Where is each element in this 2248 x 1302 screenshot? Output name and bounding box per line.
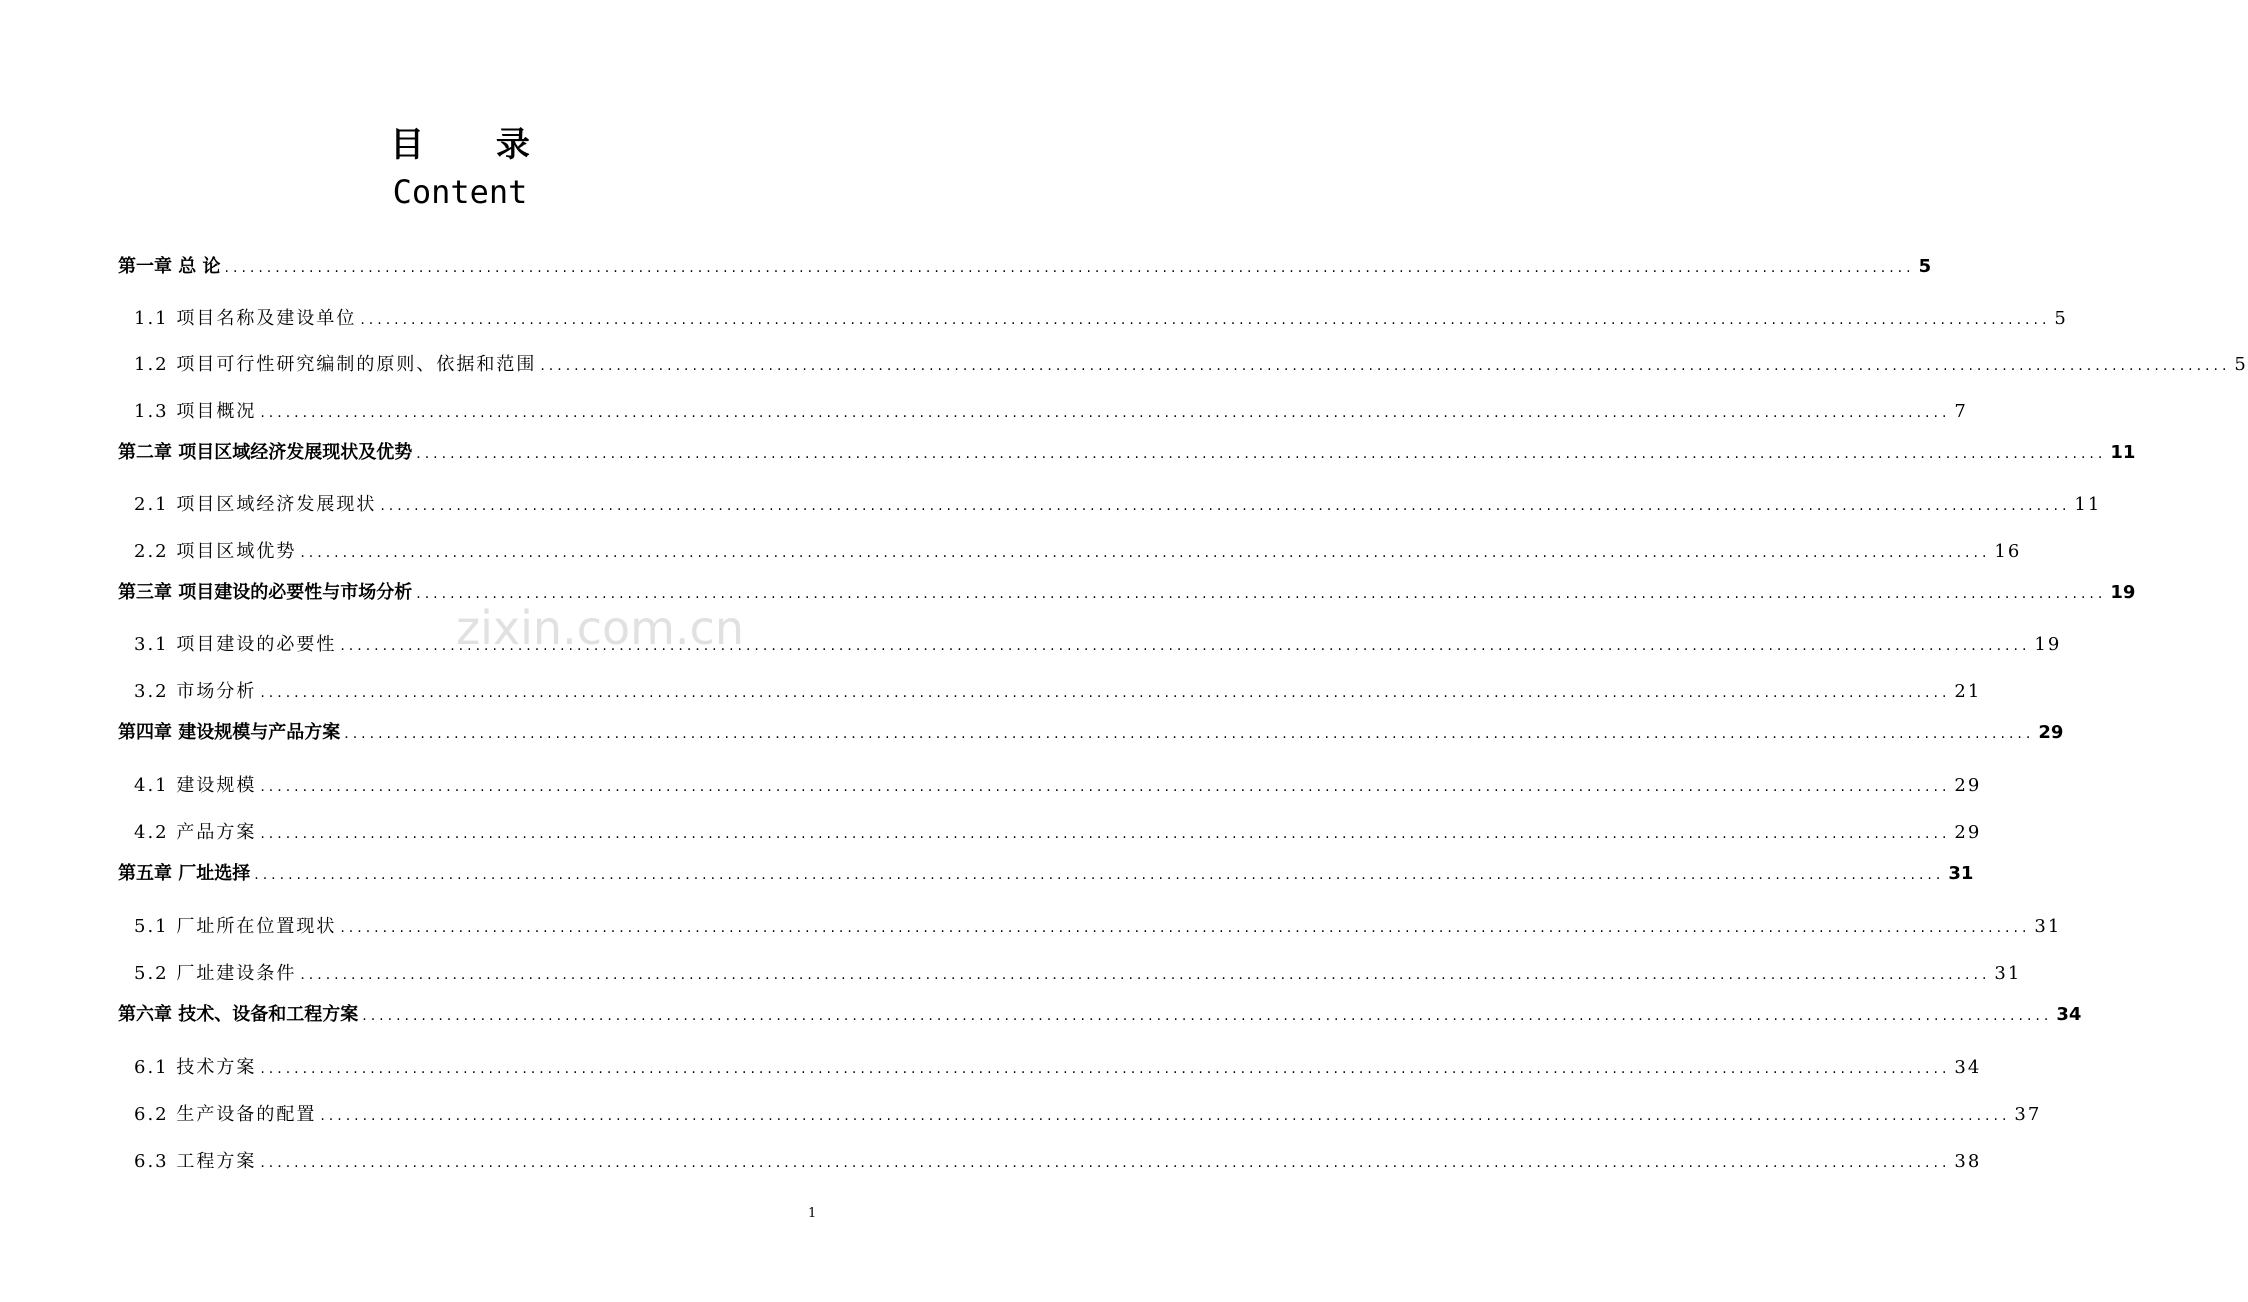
toc-entry-label: 第一章 总 论	[118, 256, 221, 277]
toc-leader-dots: ........................................................................................................................................................................................................	[260, 405, 1951, 421]
toc-entry-label: 第五章 厂址选择	[118, 863, 251, 884]
toc-entry-page: 5	[2054, 308, 2068, 329]
toc-leader-dots: ........................................................................................................................................................................................................	[300, 967, 1991, 983]
toc-leader-dots: ........................................................................................................................................................................................................	[340, 920, 2031, 936]
toc-entry-label: 第四章 建设规模与产品方案	[118, 722, 341, 743]
toc-section-entry[interactable]	[134, 350, 2248, 378]
toc-entry-label: 6.1 技术方案	[134, 1057, 257, 1078]
watermark: zixin.com.cn	[455, 601, 745, 655]
toc-leader-dots: ........................................................................................................................................................................................................	[260, 1155, 1951, 1171]
toc-entry-label: 3.2 市场分析	[134, 681, 257, 702]
toc-section-entry[interactable]	[134, 1053, 1982, 1081]
toc-chapter-entry[interactable]	[118, 252, 1932, 280]
toc-entry-page: 19	[2110, 582, 2136, 603]
toc-entry-label: 3.1 项目建设的必要性	[134, 634, 337, 655]
toc-entry-label: 1.2 项目可行性研究编制的原则、依据和范围	[134, 354, 537, 375]
toc-section-entry[interactable]	[134, 397, 1968, 425]
page-title: 目 录	[390, 125, 560, 165]
toc-entry-label: 第六章 技术、设备和工程方案	[118, 1004, 359, 1025]
toc-entry-label: 2.1 项目区域经济发展现状	[134, 494, 377, 515]
toc-section-entry[interactable]	[134, 1147, 1982, 1175]
toc-leader-dots: ........................................................................................................................................................................................................	[260, 1061, 1951, 1077]
toc-entry-label: 5.2 厂址建设条件	[134, 963, 297, 984]
toc-entry-label: 1.3 项目概况	[134, 401, 257, 422]
toc-leader-dots: ........................................................................................................................................................................................................	[260, 685, 1951, 701]
toc-entry-page: 34	[1954, 1057, 1982, 1078]
toc-leader-dots: ........................................................................................................................................................................................................	[260, 779, 1951, 795]
toc-section-entry[interactable]	[134, 537, 2022, 565]
toc-entry-page: 34	[2056, 1004, 2082, 1025]
toc-entry-label: 6.2 生产设备的配置	[134, 1104, 317, 1125]
toc-section-entry[interactable]	[134, 677, 1982, 705]
toc-entry-page: 31	[1994, 963, 2022, 984]
toc-section-entry[interactable]	[134, 771, 1982, 799]
toc-chapter-entry[interactable]	[118, 578, 2136, 606]
toc-entry-page: 5	[2234, 354, 2248, 375]
toc-leader-dots: ........................................................................................................................................................................................................	[360, 312, 2051, 328]
toc-entry-page: 29	[2038, 722, 2064, 743]
toc-leader-dots: ........................................................................................................................................................................................................	[344, 726, 2035, 742]
toc-entry-page: 31	[1948, 863, 1974, 884]
toc-entry-page: 29	[1954, 775, 1982, 796]
toc-section-entry[interactable]	[134, 959, 2022, 987]
toc-section-entry[interactable]	[134, 630, 2062, 658]
toc-entry-label: 第三章 项目建设的必要性与市场分析	[118, 582, 413, 603]
toc-entry-label: 4.1 建设规模	[134, 775, 257, 796]
toc-section-entry[interactable]	[134, 912, 2062, 940]
toc-chapter-entry[interactable]	[118, 1000, 2082, 1028]
toc-entry-page: 29	[1954, 822, 1982, 843]
toc-leader-dots: ........................................................................................................................................................................................................	[260, 826, 1951, 842]
toc-entry-label: 第二章 项目区域经济发展现状及优势	[118, 442, 413, 463]
toc-chapter-entry[interactable]	[118, 438, 2136, 466]
toc-section-entry[interactable]	[134, 1100, 2042, 1128]
toc-entry-label: 5.1 厂址所在位置现状	[134, 916, 337, 937]
toc-entry-page: 5	[1918, 256, 1932, 277]
toc-chapter-entry[interactable]	[118, 859, 1974, 887]
toc-entry-page: 7	[1954, 401, 1968, 422]
toc-entry-page: 31	[2034, 916, 2062, 937]
toc-leader-dots: ........................................................................................................................................................................................................	[254, 867, 1945, 883]
toc-entry-label: 1.1 项目名称及建设单位	[134, 308, 357, 329]
toc-leader-dots: ........................................................................................................................................................................................................	[380, 498, 2071, 514]
toc-leader-dots: ........................................................................................................................................................................................................	[416, 586, 2107, 602]
toc-section-entry[interactable]	[134, 818, 1982, 846]
toc-leader-dots: ........................................................................................................................................................................................................	[540, 358, 2231, 374]
toc-leader-dots: ........................................................................................................................................................................................................	[224, 260, 1915, 276]
toc-section-entry[interactable]	[134, 304, 2068, 332]
toc-leader-dots: ........................................................................................................................................................................................................	[362, 1008, 2053, 1024]
toc-leader-dots: ........................................................................................................................................................................................................	[300, 545, 1991, 561]
toc-entry-label: 2.2 项目区域优势	[134, 541, 297, 562]
page-subtitle: Content	[392, 173, 528, 211]
toc-entry-label: 6.3 工程方案	[134, 1151, 257, 1172]
toc-leader-dots: ........................................................................................................................................................................................................	[340, 638, 2031, 654]
page-number: 1	[808, 1206, 817, 1221]
toc-entry-page: 21	[1954, 681, 1982, 702]
toc-section-entry[interactable]	[134, 490, 2102, 518]
toc-entry-page: 38	[1954, 1151, 1982, 1172]
toc-leader-dots: ........................................................................................................................................................................................................	[320, 1108, 2011, 1124]
toc-entry-label: 4.2 产品方案	[134, 822, 257, 843]
toc-entry-page: 37	[2014, 1104, 2042, 1125]
toc-leader-dots: ........................................................................................................................................................................................................	[416, 446, 2107, 462]
toc-entry-page: 16	[1994, 541, 2022, 562]
toc-entry-page: 11	[2110, 442, 2136, 463]
toc-entry-page: 11	[2074, 494, 2102, 515]
toc-chapter-entry[interactable]	[118, 718, 2064, 746]
toc-entry-page: 19	[2034, 634, 2062, 655]
